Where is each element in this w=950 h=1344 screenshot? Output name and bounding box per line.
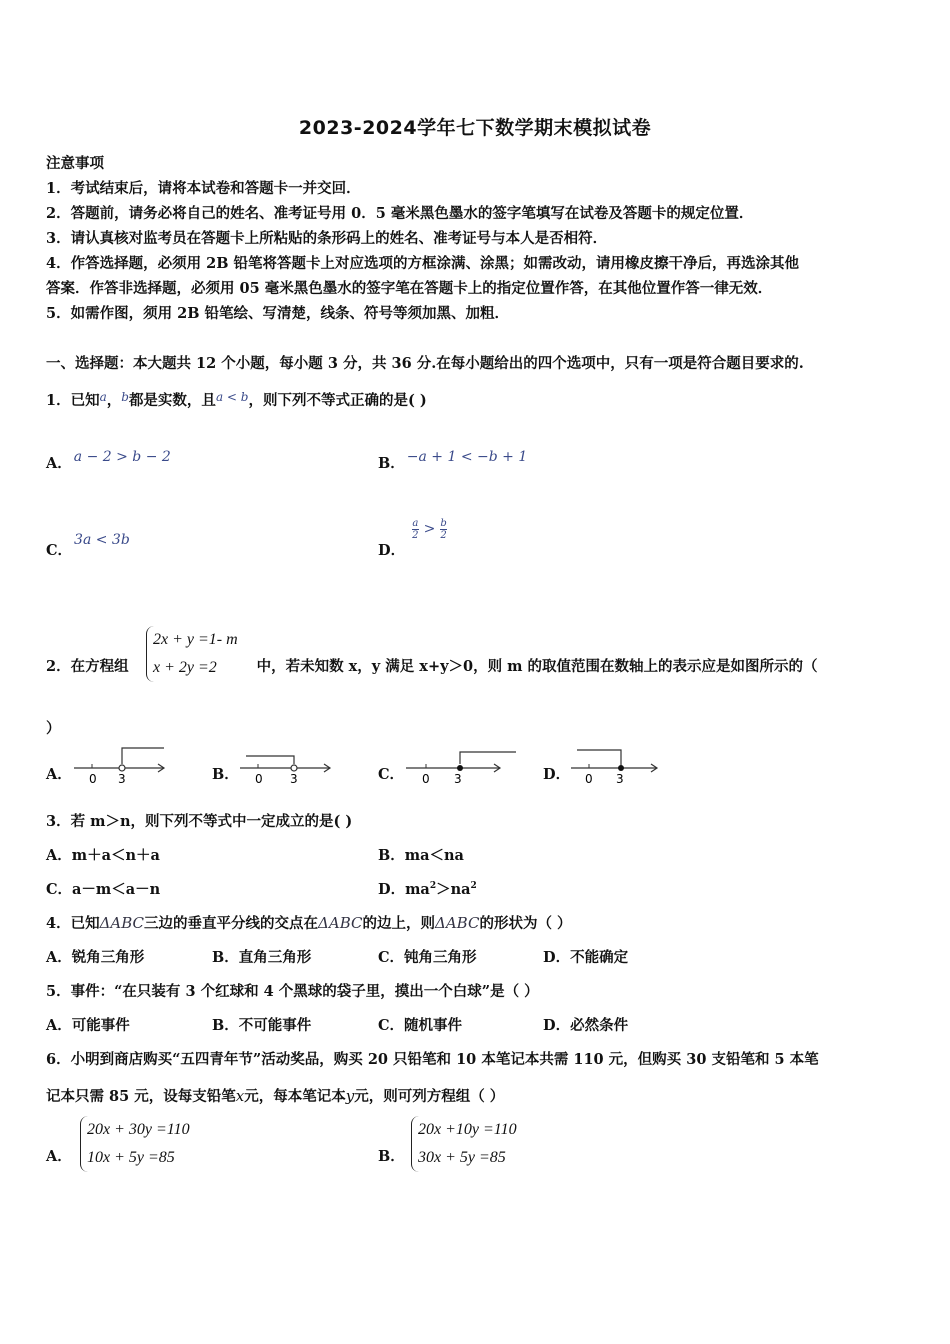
notice-item-5: 5．如需作图，须用 2B 铅笔绘、写清楚，线条、符号等须加黑、加粗．: [46, 305, 510, 322]
notice-item-2: 2．答题前，请务必将自己的姓名、准考证号用 0．5 毫米黑色墨水的签字笔填写在试卷及答题卡的规定位置．: [46, 205, 754, 222]
question-6-stem-line2: 记本只需 85 元，设每支铅笔x元，每本笔记本y元，则可列方程组（ ）: [46, 1087, 505, 1105]
q2-number-line-d[interactable]: [569, 744, 669, 786]
q3-option-c[interactable]: C．a－m＜a－n: [46, 881, 161, 898]
question-2-stem-end: ）: [46, 720, 61, 737]
q4-option-c[interactable]: C．钝角三角形: [378, 949, 477, 966]
tick-label-0: 0: [585, 772, 593, 786]
notice-item-4-cont: 答案．作答非选择题，必须用 05 毫米黑色墨水的签字笔在答题卡上的指定位置作答，在其他位置作答一律无效．: [46, 280, 773, 297]
tick-label-0: 0: [255, 772, 263, 786]
q2-option-d-label[interactable]: D．: [543, 766, 571, 783]
notice-item-1: 1．考试结束后，请将本试卷和答题卡一并交回．: [46, 180, 361, 197]
tick-label-3: 3: [290, 772, 298, 786]
page-title: 2023-2024学年七下数学期末模拟试卷: [298, 117, 652, 139]
q2-number-line-c[interactable]: [404, 744, 519, 786]
q6-option-b-label[interactable]: B．: [378, 1148, 405, 1165]
question-2-stem: 2．在方程组 中，若未知数 x，y 满足 x+y＞0，则 m 的取值范围在数轴上的表示应是如图所示的（: [46, 658, 818, 675]
notice-heading: 注意事项: [46, 155, 104, 172]
q2-equation-system: 2x + y =1- m x + 2y =2: [146, 626, 238, 682]
tick-label-3: 3: [454, 772, 462, 786]
tick-label-0: 0: [89, 772, 97, 786]
q1-option-c[interactable]: C．3a < 3b: [46, 532, 130, 559]
notice-item-4: 4．作答选择题，必须用 2B 铅笔将答题卡上对应选项的方框涂满、涂黑；如需改动，请用橡皮擦干净后，再选涂其他: [46, 255, 800, 272]
q6-option-b-system[interactable]: 20x +10y =110 30x + 5y =85: [411, 1116, 517, 1172]
q2-number-line-a[interactable]: [72, 744, 172, 786]
q3-option-a[interactable]: A．m＋a＜n＋a: [46, 847, 160, 864]
q5-option-b[interactable]: B．不可能事件: [212, 1017, 312, 1034]
q5-option-a[interactable]: A．可能事件: [46, 1017, 130, 1034]
q1-option-a[interactable]: A． a − 2 > b − 2: [46, 449, 171, 472]
q2-option-c-label[interactable]: C．: [378, 766, 405, 783]
question-5-stem: 5．事件：“在只装有 3 个红球和 4 个黑球的袋子里，摸出一个白球”是（ ）: [46, 983, 539, 1000]
q2-option-b-label[interactable]: B．: [212, 766, 239, 783]
q3-option-b[interactable]: B．ma＜na: [378, 847, 464, 864]
q6-option-a-label[interactable]: A．: [46, 1148, 72, 1165]
q1-option-b[interactable]: B． −a + 1 < −b + 1: [378, 449, 528, 472]
tick-label-3: 3: [118, 772, 126, 786]
q4-option-d[interactable]: D．不能确定: [543, 949, 629, 966]
notice-item-3: 3．请认真核对监考员在答题卡上所粘贴的条形码上的姓名、准考证号与本人是否相符．: [46, 230, 608, 247]
q6-option-a-system[interactable]: 20x + 30y =110 10x + 5y =85: [80, 1116, 190, 1172]
tick-label-0: 0: [422, 772, 430, 786]
q5-option-c[interactable]: C．随机事件: [378, 1017, 463, 1034]
tick-label-3: 3: [616, 772, 624, 786]
q3-option-d[interactable]: D．$ma^2>na^2$: [378, 881, 477, 898]
q2-number-line-b[interactable]: [238, 744, 338, 786]
q4-option-a[interactable]: A．锐角三角形: [46, 949, 145, 966]
question-1-stem: 1．已知$^a$，$^b$都是实数，且$^{a < b}$，则下列不等式正确的是( ): [46, 390, 427, 409]
section-heading: 一、选择题：本大题共 12 个小题，每小题 3 分，共 36 分.在每小题给出的四个选项中，只有一项是符合题目要求的.: [46, 355, 804, 372]
q4-option-b[interactable]: B．直角三角形: [212, 949, 312, 966]
q2-option-a-label[interactable]: A．: [46, 766, 72, 783]
question-4-stem: 4．已知ΔABC三边的垂直平分线的交点在ΔABC的边上，则ΔABC的形状为（ ）: [46, 914, 572, 932]
q5-option-d[interactable]: D．必然条件: [543, 1017, 629, 1034]
question-3-stem: 3．若 m＞n，则下列不等式中一定成立的是( ): [46, 813, 353, 830]
q1-option-d[interactable]: D． $\frac{a}{2}$ > $\frac{b}{2}$: [378, 517, 447, 559]
question-6-stem-line1: 6．小明到商店购买“五四青年节”活动奖品，购买 20 只铅笔和 10 本笔记本共需 110 元，但购买 30 支铅笔和 5 本笔: [46, 1051, 819, 1068]
